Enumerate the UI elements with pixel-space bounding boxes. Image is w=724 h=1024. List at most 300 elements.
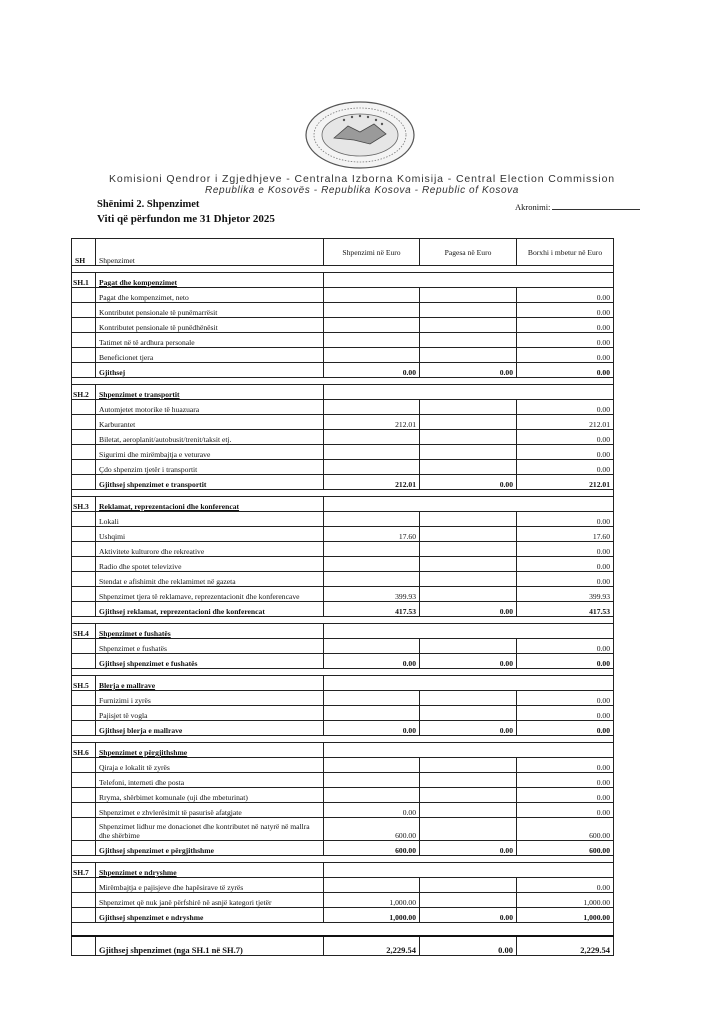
col-header-spending: Shpenzimi në Euro [324, 239, 420, 266]
spacer-cell [96, 266, 324, 273]
spending-value: 1,000.00 [324, 908, 420, 923]
spacer-cell [517, 378, 614, 385]
table-row [72, 572, 614, 587]
payment-value [420, 415, 517, 430]
debt-value: 0.00 [517, 878, 614, 893]
year-title: Viti që përfundon me 31 Dhjetor 2025 [97, 213, 275, 225]
section-title-cell [96, 273, 324, 288]
section-blank-cell [420, 497, 517, 512]
code-cell-empty [72, 348, 96, 363]
expense-name: Telefoni, interneti dhe posta [96, 773, 324, 788]
payment-value [420, 557, 517, 572]
spending-value [324, 557, 420, 572]
spending-value [324, 542, 420, 557]
payment-value [420, 691, 517, 706]
spending-value [324, 400, 420, 415]
section-title-cell [96, 624, 324, 639]
debt-value: 0.00 [517, 430, 614, 445]
payment-value [420, 430, 517, 445]
section-title: Shpenzimet e ndryshme [99, 868, 177, 877]
table-row [72, 803, 614, 818]
expense-name: Gjithsej shpenzimet e fushatës [96, 654, 324, 669]
debt-value: 0.00 [517, 333, 614, 348]
spacer-cell [420, 669, 517, 676]
table-row [72, 430, 614, 445]
spacer-cell [72, 490, 96, 497]
section-title-cell [96, 743, 324, 758]
commission-name: Komisioni Qendror i Zgjedhjeve - Centralna Izborna Komisija - Central Election Commission [108, 173, 616, 185]
spacer-cell [96, 490, 324, 497]
payment-value: 0.00 [420, 602, 517, 617]
section-title: Reklamat, reprezentacioni dhe konferencat [99, 502, 240, 511]
section-code: SH.7 [72, 863, 96, 878]
spending-value: 212.01 [324, 475, 420, 490]
payment-value [420, 460, 517, 475]
debt-value: 0.00 [517, 639, 614, 654]
expense-name: Furnizimi i zyrës [96, 691, 324, 706]
debt-value: 0.00 [517, 460, 614, 475]
payment-value [420, 788, 517, 803]
payment-value [420, 400, 517, 415]
debt-value: 0.00 [517, 758, 614, 773]
spending-value: 600.00 [324, 818, 420, 841]
payment-value [420, 639, 517, 654]
spacer-cell [324, 378, 420, 385]
spacer-cell [72, 669, 96, 676]
expense-name: Radio dhe spotet televizive [96, 557, 324, 572]
expense-name: Kontributet pensionale të punëmarrësit [96, 303, 324, 318]
expense-name: Pajisjet të vogla [96, 706, 324, 721]
expense-name: Shpenzimet e zhvlerësimit të pasurisë afatgjate [96, 803, 324, 818]
expense-name: Qiraja e lokalit të zyrës [96, 758, 324, 773]
table-row [72, 557, 614, 572]
section-blank-cell [420, 385, 517, 400]
table-row [72, 893, 614, 908]
code-cell-empty [72, 773, 96, 788]
section-blank-cell [420, 676, 517, 691]
section-blank-cell [324, 624, 420, 639]
spacer-cell [324, 669, 420, 676]
payment-value [420, 878, 517, 893]
debt-value: 0.00 [517, 318, 614, 333]
debt-value: 212.01 [517, 475, 614, 490]
code-cell-empty [72, 333, 96, 348]
debt-value: 1,000.00 [517, 908, 614, 923]
table-row [72, 706, 614, 721]
section-header-row [72, 385, 614, 400]
spacer-cell [517, 856, 614, 863]
debt-value: 399.93 [517, 587, 614, 602]
spacer-cell [324, 490, 420, 497]
expense-name: Karburantet [96, 415, 324, 430]
section-title-cell [96, 863, 324, 878]
payment-value [420, 758, 517, 773]
spacer-cell [420, 378, 517, 385]
debt-value: 0.00 [517, 721, 614, 736]
expense-name: Çdo shpenzim tjetër i transportit [96, 460, 324, 475]
expense-name: Beneficionet tjera [96, 348, 324, 363]
debt-value: 0.00 [517, 557, 614, 572]
spacer-row [72, 490, 614, 497]
section-title-cell [96, 385, 324, 400]
debt-value: 2,229.54 [517, 936, 614, 956]
expense-name: Biletat, aeroplanit/autobusit/trenit/taksit etj. [96, 430, 324, 445]
spacer-cell [420, 490, 517, 497]
republic-name: Republika e Kosovës - Republika Kosova - Republic of Kosova [205, 185, 519, 196]
table-row [72, 587, 614, 602]
table-row [72, 542, 614, 557]
code-cell-empty [72, 430, 96, 445]
section-total-row [72, 841, 614, 856]
spending-value: 417.53 [324, 602, 420, 617]
expenses-table [71, 238, 614, 956]
spacer-cell [72, 929, 96, 936]
spacer-cell [72, 736, 96, 743]
table-row [72, 512, 614, 527]
spacer-cell [324, 856, 420, 863]
payment-value [420, 333, 517, 348]
section-total-row [72, 908, 614, 923]
spacer-cell [420, 736, 517, 743]
section-total-row [72, 602, 614, 617]
expense-name: Mirëmbajtja e pajisjeve dhe hapësirave të zyrës [96, 878, 324, 893]
expense-name: Automjetet motorike të huazuara [96, 400, 324, 415]
code-cell-empty [72, 303, 96, 318]
spacer-row [72, 669, 614, 676]
debt-value: 0.00 [517, 706, 614, 721]
acronym-blank-line [552, 201, 640, 210]
expense-name: Shpenzimet e fushatës [96, 639, 324, 654]
table-row [72, 691, 614, 706]
cec-seal-logo [304, 100, 416, 170]
section-code: SH.4 [72, 624, 96, 639]
section-blank-cell [517, 743, 614, 758]
table-row [72, 758, 614, 773]
code-cell-empty [72, 893, 96, 908]
payment-value [420, 527, 517, 542]
code-cell-empty [72, 542, 96, 557]
section-title: Shpenzimet e fushatës [99, 629, 171, 638]
debt-value: 0.00 [517, 654, 614, 669]
section-header-row [72, 497, 614, 512]
expense-name: Gjithsej shpenzimet e përgjithshme [96, 841, 324, 856]
code-cell-empty [72, 878, 96, 893]
table-row [72, 400, 614, 415]
code-cell-empty [72, 818, 96, 841]
acronym-label: Akronimi: [515, 202, 551, 212]
spacer-cell [324, 266, 420, 273]
expense-name: Shpenzimet që nuk janë përfshirë në asnjë kategori tjetër [96, 893, 324, 908]
section-total-row [72, 721, 614, 736]
debt-value: 17.60 [517, 527, 614, 542]
debt-value: 417.53 [517, 602, 614, 617]
expense-name: Stendat e afishimit dhe reklamimet në gazeta [96, 572, 324, 587]
code-cell-empty [72, 758, 96, 773]
section-title: Pagat dhe kompenzimet [99, 278, 178, 287]
payment-value [420, 512, 517, 527]
spending-value [324, 878, 420, 893]
spacer-cell [517, 617, 614, 624]
spacer-cell [324, 617, 420, 624]
code-cell-empty [72, 572, 96, 587]
expense-name: Shpenzimet tjera të reklamave, reprezentacionit dhe konferencave [96, 587, 324, 602]
spending-value [324, 706, 420, 721]
expense-name: Tatimet në të ardhura personale [96, 333, 324, 348]
code-cell-empty [72, 512, 96, 527]
section-title: Shpenzimet e përgjithshme [99, 748, 188, 757]
spending-value [324, 333, 420, 348]
spending-value [324, 639, 420, 654]
code-cell-empty [72, 721, 96, 736]
spending-value [324, 572, 420, 587]
expense-name: Aktivitete kulturore dhe rekreative [96, 542, 324, 557]
section-blank-cell [324, 273, 420, 288]
col-header-name: Shpenzimet [96, 239, 324, 266]
payment-value [420, 587, 517, 602]
payment-value [420, 706, 517, 721]
debt-value: 0.00 [517, 512, 614, 527]
table-row [72, 773, 614, 788]
spacer-cell [420, 929, 517, 936]
debt-value: 600.00 [517, 841, 614, 856]
debt-value: 0.00 [517, 400, 614, 415]
payment-value: 0.00 [420, 475, 517, 490]
code-cell-empty [72, 936, 96, 956]
spending-value: 1,000.00 [324, 893, 420, 908]
debt-value: 0.00 [517, 803, 614, 818]
spending-value: 399.93 [324, 587, 420, 602]
payment-value [420, 818, 517, 841]
spacer-cell [324, 736, 420, 743]
debt-value: 0.00 [517, 288, 614, 303]
spacer-cell [72, 856, 96, 863]
spacer-cell [517, 669, 614, 676]
spacer-cell [420, 856, 517, 863]
col-header-debt: Borxhi i mbetur në Euro [517, 239, 614, 266]
code-cell-empty [72, 691, 96, 706]
debt-value: 1,000.00 [517, 893, 614, 908]
col-header-payment: Pagesa në Euro [420, 239, 517, 266]
spacer-cell [420, 266, 517, 273]
table-row [72, 527, 614, 542]
debt-value: 0.00 [517, 348, 614, 363]
section-code: SH.5 [72, 676, 96, 691]
spacer-row [72, 929, 614, 936]
payment-value: 0.00 [420, 936, 517, 956]
payment-value [420, 445, 517, 460]
expense-name: Kontributet pensionale të punëdhënësit [96, 318, 324, 333]
payment-value [420, 318, 517, 333]
debt-value: 0.00 [517, 572, 614, 587]
spending-value [324, 512, 420, 527]
code-cell-empty [72, 788, 96, 803]
section-blank-cell [324, 497, 420, 512]
spending-value [324, 288, 420, 303]
code-cell-empty [72, 400, 96, 415]
section-blank-cell [420, 624, 517, 639]
section-total-row [72, 654, 614, 669]
section-blank-cell [420, 863, 517, 878]
spacer-cell [517, 736, 614, 743]
code-cell-empty [72, 557, 96, 572]
spending-value: 17.60 [324, 527, 420, 542]
section-blank-cell [324, 743, 420, 758]
table-row [72, 415, 614, 430]
expense-name: Gjithsej shpenzimet e ndryshme [96, 908, 324, 923]
spacer-cell [420, 617, 517, 624]
payment-value: 0.00 [420, 841, 517, 856]
table-row [72, 288, 614, 303]
code-cell-empty [72, 908, 96, 923]
debt-value: 0.00 [517, 691, 614, 706]
payment-value [420, 288, 517, 303]
spacer-cell [96, 617, 324, 624]
col-header-code: SH [72, 239, 96, 266]
table-row [72, 460, 614, 475]
section-total-row [72, 363, 614, 378]
section-blank-cell [517, 863, 614, 878]
code-cell-empty [72, 318, 96, 333]
section-blank-cell [517, 624, 614, 639]
payment-value: 0.00 [420, 908, 517, 923]
spacer-cell [72, 378, 96, 385]
code-cell-empty [72, 475, 96, 490]
expense-name: Shpenzimet lidhur me donacionet dhe kontributet në natyrë në mallra dhe shërbime [96, 818, 324, 841]
code-cell-empty [72, 706, 96, 721]
code-cell-empty [72, 587, 96, 602]
section-header-row [72, 273, 614, 288]
expense-name: Sigurimi dhe mirëmbajtja e veturave [96, 445, 324, 460]
spacer-cell [517, 490, 614, 497]
spending-value: 600.00 [324, 841, 420, 856]
section-title-cell [96, 676, 324, 691]
expense-name: Rryma, shërbimet komunale (uji dhe mbeturinat) [96, 788, 324, 803]
spending-value [324, 318, 420, 333]
debt-value: 0.00 [517, 788, 614, 803]
section-blank-cell [420, 273, 517, 288]
table-row [72, 318, 614, 333]
section-code: SH.1 [72, 273, 96, 288]
spending-value: 0.00 [324, 654, 420, 669]
section-blank-cell [517, 497, 614, 512]
expense-name: Ushqimi [96, 527, 324, 542]
table-row [72, 818, 614, 841]
grand-total-row [72, 936, 614, 956]
section-blank-cell [517, 676, 614, 691]
spacer-cell [72, 266, 96, 273]
payment-value: 0.00 [420, 721, 517, 736]
spacer-row [72, 266, 614, 273]
debt-value: 0.00 [517, 445, 614, 460]
expense-name: Gjithsej reklamat, reprezentacioni dhe konferencat [96, 602, 324, 617]
section-blank-cell [517, 273, 614, 288]
spacer-cell [96, 736, 324, 743]
code-cell-empty [72, 363, 96, 378]
expense-name: Gjithsej blerja e mallrave [96, 721, 324, 736]
section-code: SH.2 [72, 385, 96, 400]
spending-value [324, 303, 420, 318]
table-row [72, 639, 614, 654]
spending-value: 2,229.54 [324, 936, 420, 956]
payment-value: 0.00 [420, 654, 517, 669]
payment-value [420, 348, 517, 363]
spending-value [324, 758, 420, 773]
expense-name: Pagat dhe kompenzimet, neto [96, 288, 324, 303]
payment-value: 0.00 [420, 363, 517, 378]
spending-value: 0.00 [324, 721, 420, 736]
section-header-row [72, 676, 614, 691]
code-cell-empty [72, 654, 96, 669]
table-row [72, 788, 614, 803]
payment-value [420, 803, 517, 818]
spacer-cell [324, 929, 420, 936]
expense-name: Gjithsej [96, 363, 324, 378]
code-cell-empty [72, 527, 96, 542]
section-blank-cell [517, 385, 614, 400]
code-cell-empty [72, 288, 96, 303]
debt-value: 0.00 [517, 303, 614, 318]
payment-value [420, 773, 517, 788]
debt-value: 212.01 [517, 415, 614, 430]
expense-name: Lokali [96, 512, 324, 527]
spacer-cell [96, 929, 324, 936]
debt-value: 0.00 [517, 542, 614, 557]
table-row [72, 333, 614, 348]
spacer-cell [96, 856, 324, 863]
code-cell-empty [72, 415, 96, 430]
code-cell-empty [72, 460, 96, 475]
spending-value [324, 445, 420, 460]
note-title: Shënimi 2. Shpenzimet [97, 199, 200, 210]
code-cell-empty [72, 803, 96, 818]
table-row [72, 303, 614, 318]
spacer-row [72, 736, 614, 743]
section-title-cell [96, 497, 324, 512]
spacer-row [72, 856, 614, 863]
code-cell-empty [72, 639, 96, 654]
payment-value [420, 542, 517, 557]
spacer-cell [96, 378, 324, 385]
code-cell-empty [72, 445, 96, 460]
section-header-row [72, 863, 614, 878]
section-total-row [72, 475, 614, 490]
spacer-cell [517, 266, 614, 273]
spacer-cell [517, 929, 614, 936]
spending-value [324, 460, 420, 475]
code-cell-empty [72, 841, 96, 856]
section-header-row [72, 743, 614, 758]
section-blank-cell [324, 385, 420, 400]
spacer-cell [96, 669, 324, 676]
spacer-row [72, 617, 614, 624]
section-code: SH.3 [72, 497, 96, 512]
acronym-field [515, 201, 640, 212]
spending-value [324, 788, 420, 803]
debt-value: 600.00 [517, 818, 614, 841]
section-title: Shpenzimet e transportit [99, 390, 180, 399]
spending-value [324, 773, 420, 788]
spending-value: 0.00 [324, 363, 420, 378]
payment-value [420, 572, 517, 587]
section-blank-cell [420, 743, 517, 758]
expense-name: Gjithsej shpenzimet (nga SH.1 në SH.7) [96, 936, 324, 956]
spacer-row [72, 378, 614, 385]
payment-value [420, 893, 517, 908]
code-cell-empty [72, 602, 96, 617]
payment-value [420, 303, 517, 318]
table-header-row [72, 239, 614, 266]
section-title: Blerja e mallrave [99, 681, 156, 690]
